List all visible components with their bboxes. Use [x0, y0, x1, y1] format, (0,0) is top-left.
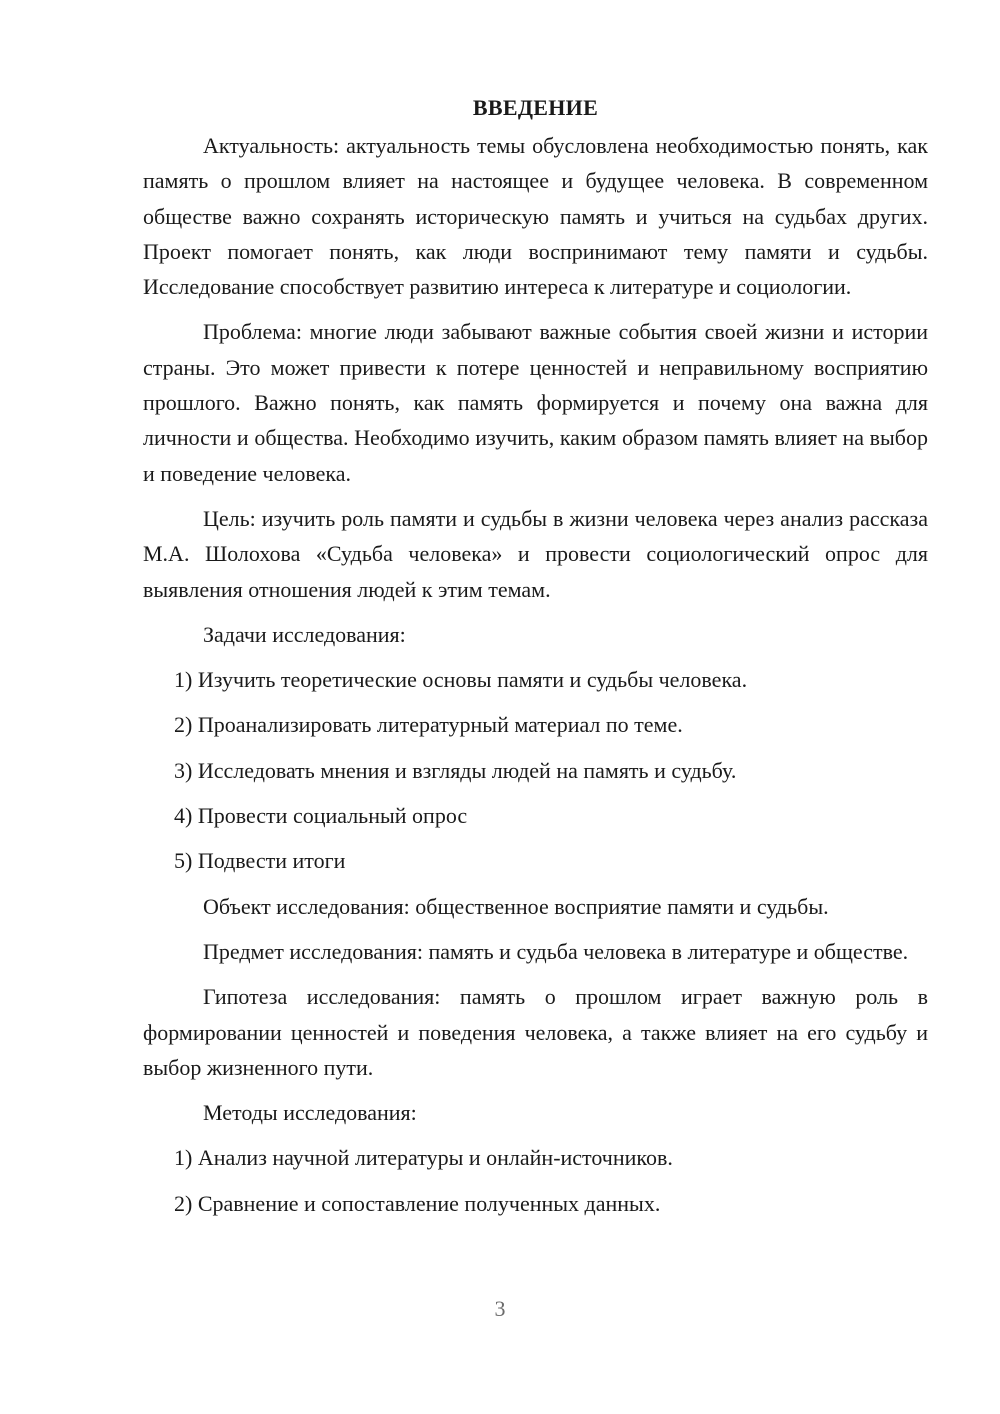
relevance-paragraph: Актуальность: актуальность темы обусловлена необходимостью понять, как память о прошлом влияет на настоящее и будущее человека. В современном обществе важно сохранять историческую память и учиться на судьбах других. Проект помогает понять, как люди воспринимают тему памяти и судьбы. Исследование способствует развитию интереса к литературе и социологии. [143, 133, 928, 300]
section-title: ВВЕДЕНИЕ [472, 95, 599, 120]
tasks-label: Задачи исследования: [203, 621, 406, 647]
task-item: 5) Подвести итоги [174, 848, 346, 874]
tasks-list [143, 662, 928, 878]
problem-paragraph: Проблема: многие люди забывают важные события своей жизни и истории страны. Это может привести к потере ценностей и неправильному восприятию прошлого. Важно понять, как память формируется и почему она важна для личности и общества. Необходимо изучить, каким образом память влияет на выбор и поведение человека. [143, 319, 928, 486]
page-number: 3 [494, 1296, 506, 1321]
goal-paragraph: Цель: изучить роль памяти и судьбы в жизни человека через анализ рассказа М.А. Шолохова «Судьба человека» и провести социологический опрос для выявления отношения людей к этим темам. [143, 505, 928, 602]
subject-paragraph: Предмет исследования: память и судьба человека в литературе и обществе. [203, 938, 909, 964]
task-item: 1) Изучить теоретические основы памяти и судьбы человека. [174, 667, 748, 693]
methods-list [143, 1140, 928, 1221]
methods-label: Методы исследования: [203, 1100, 417, 1126]
task-item: 4) Провести социальный опрос [174, 803, 468, 829]
method-item: 2) Сравнение и сопоставление полученных данных. [174, 1190, 661, 1216]
document-page [143, 92, 928, 1231]
task-item: 3) Исследовать мнения и взгляды людей на память и судьбу. [174, 757, 737, 783]
hypothesis-paragraph: Гипотеза исследования: память о прошлом играет важную роль в формировании ценностей и поведения человека, а также влияет на его судьбу и выбор жизненного пути. [143, 984, 928, 1080]
task-item: 2) Проанализировать литературный материал по теме. [174, 712, 683, 738]
object-paragraph: Объект исследования: общественное восприятие памяти и судьбы. [203, 893, 829, 919]
method-item: 1) Анализ научной литературы и онлайн-источников. [174, 1145, 673, 1171]
